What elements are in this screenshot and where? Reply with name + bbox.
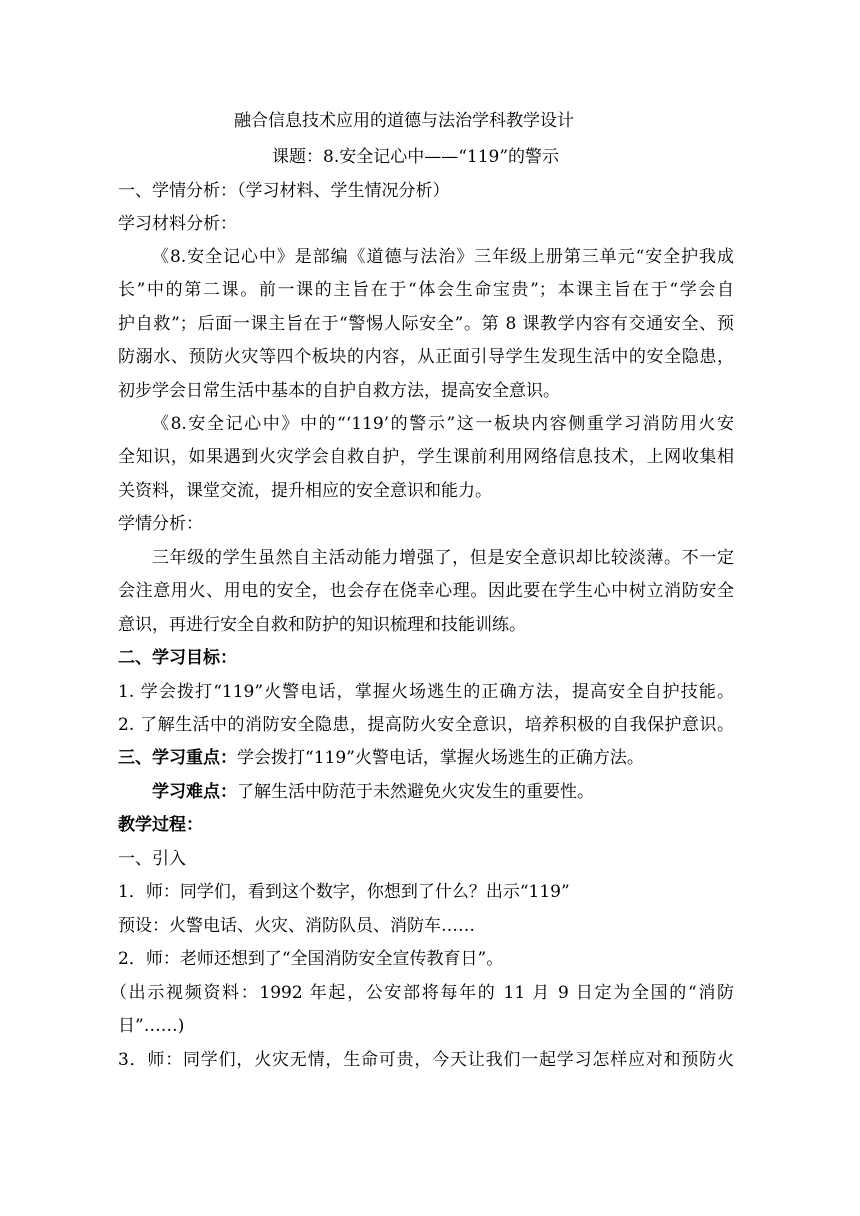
key-points-label: 三、学习重点： [118, 748, 237, 768]
video-note-line1: （出示视频资料：1992 年起，公安部将每年的 11 月 9 日定为全国的“消防 [110, 983, 734, 1003]
intro-heading: 一、引入 [118, 849, 186, 869]
difficulty-line [152, 781, 594, 803]
difficulty-text: 了解生活中防范于未然避免火灾发生的重要性。 [237, 782, 594, 802]
step-2: 2．师：老师还想到了“全国消防安全宣传教育日”。 [118, 949, 504, 969]
key-points-line [118, 747, 644, 769]
section1-heading: 一、学情分析：（学习材料、学生情况分析） [118, 181, 450, 201]
step-1: 1．师：同学们，看到这个数字，你想到了什么？出示“119” [118, 882, 570, 902]
goal-item: 1. 学会拨打“119”火警电话，掌握火场逃生的正确方法，提高安全自护技能。 [118, 682, 734, 702]
process-heading-text: 教学过程： [118, 815, 203, 835]
section2-heading [118, 647, 237, 669]
paragraph-line: 护自救”；后面一课主旨在于“警惕人际安全”。第 8 课教学内容有交通安全、预 [118, 314, 734, 334]
section2-heading-text: 二、学习目标： [118, 648, 237, 668]
paragraph-line: 防溺水、预防火灾等四个板块的内容，从正面引导学生发现生活中的安全隐患， [118, 347, 734, 367]
paragraph-line: 全知识，如果遇到火灾学会自救自护，学生课前利用网络信息技术，上网收集相 [118, 447, 734, 467]
paragraph-line: 会注意用火、用电的安全，也会存在侥幸心理。因此要在学生心中树立消防安全 [118, 581, 734, 601]
material-analysis-heading: 学习材料分析： [118, 214, 237, 234]
paragraph-line: 《8.安全记心中》中的“‘119’的警示”这一板块内容侧重学习消防用火安 [152, 414, 734, 434]
document-title: 融合信息技术应用的道德与法治学科教学设计 [234, 111, 574, 131]
paragraph-line: 关资料，课堂交流，提升相应的安全意识和能力。 [118, 481, 492, 501]
paragraph-line: 《8.安全记心中》是部编《道德与法治》三年级上册第三单元“安全护我成 [152, 247, 734, 267]
paragraph-line: 三年级的学生虽然自主活动能力增强了，但是安全意识却比较淡薄。不一定 [152, 548, 734, 568]
process-heading [118, 814, 203, 836]
paragraph-line: 长”中的第二课。前一课的主旨在于“体会生命宝贵”；本课主旨在于“学会自 [118, 280, 734, 300]
paragraph-line: 初步学会日常生活中基本的自护自救方法，提高安全意识。 [118, 381, 560, 401]
video-note-line2: 日”……) [118, 1016, 185, 1036]
preset-line: 预设：火警电话、火灾、消防队员、消防车…… [118, 916, 475, 936]
student-analysis-heading: 学情分析： [118, 514, 203, 534]
lesson-subtitle: 课题：8.安全记心中——“119”的警示 [272, 147, 560, 167]
key-points-text: 学会拨打“119”火警电话，掌握火场逃生的正确方法。 [237, 748, 644, 768]
difficulty-label: 学习难点： [152, 782, 237, 802]
paragraph-line: 意识，再进行安全自救和防护的知识梳理和技能训练。 [118, 615, 526, 635]
step-3: 3．师：同学们，火灾无情，生命可贵，今天让我们一起学习怎样应对和预防火 [118, 1050, 734, 1070]
goal-item: 2. 了解生活中的消防安全隐患，提高防火安全意识，培养积极的自我保护意识。 [118, 715, 734, 735]
